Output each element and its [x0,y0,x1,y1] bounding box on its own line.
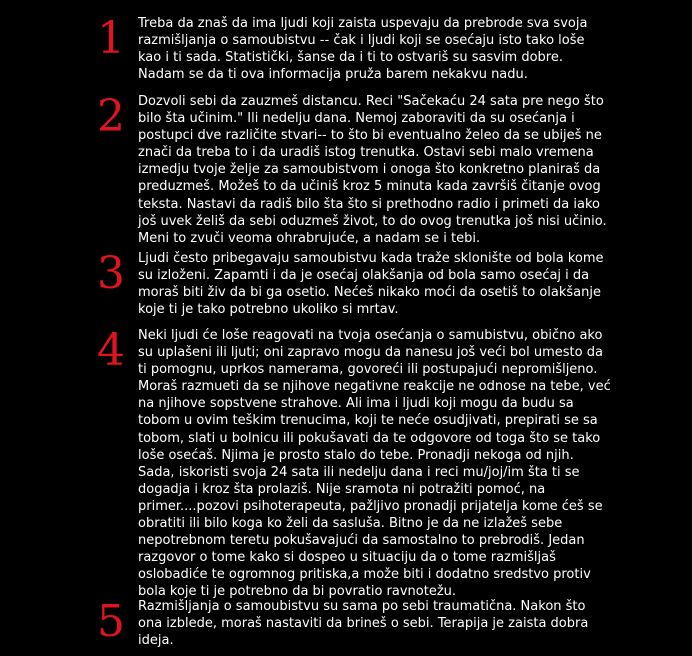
item-text: Razmišljanja o samoubistvu su sama po sebi traumatična. Nakon što ona izblede, moraš nastaviti da brineš o sebi. Terapija je zaista dobra ideja. [138,599,589,649]
item-text: Dozvoli sebi da zauzmeš distancu. Reci "Sačekaću 24 sata pre nego što bilo šta učinim." Ili nedelju dana. Nemoj zaboraviti da su osećanja i postupci dve različite stvari-- to što bi eventualno želeo da se ubiješ ne znači da treba to i da uradiš istog trenutka. Ostavi sebi malo vremena izmedju tvoje želje za samoubistvom i onoga što konkretno planiraš da preduzmeš. Možeš to da učiniš kroz 5 minuta kada završiš čitanje ovog teksta. Nastavi da radiš bilo šta što si prethodno radio i primeti da iako još uvek želiš da sebi oduzmeš život, to do ovog trenutka još nisi učinio. Meni to zvuči veoma ohrabrujuće, a nadam se i tebi. [138,94,607,246]
item-text: Neki ljudi će loše reagovati na tvoja osećanja o samubistvu, obično ako su uplašeni ili ljuti; oni zapravo mogu da nanesu još veći bol umesto da ti pomognu, uprkos namerama, govoreći ili postupajući nepromišljeno. Moraš razmueti da se njihove negativne reakcije ne odnose na tebe, već na njihove sopstvene strahove. Ali ima i ljudi koji mogu da budu sa tobom u ovim teškim trenucima, koji te neće osudjivati, prepirati se sa tobom, slati u bolnicu ili pokušavati da te odgovore od toga što se tako loše osećaš. Njima je prosto stalo do tebe. Pronadji nekoga od njih. Sada, iskoristi svoja 24 sata ili nedelju dana i reci mu/joj/im šta ti se dogadja i kroz šta prolaziš. Nije sramota ni potražiti pomoć, na primer....pozovi psihoterapeuta, pažljivo pronadji prijatelja kome ćeš se obratiti ili bilo koga ko želi da sasluša. Bitno je da ne izlažeš sebe nepotrebnom teretu pokušavajući da samostalno to prebrodiš. Jedan razgovor o tome kako si dospeo u situaciju da o tome razmišljaš oslobadiće te ogromnog pritiska,a može biti i dodatno sredstvo protiv bola koje ti je potrebno da bi povratio ravnotežu. [138,328,611,600]
item-number: 3 [97,248,125,299]
item-text: Ljudi često pribegavaju samoubistvu kada traže sklonište od bola kome su izloženi. Zapamti i da je osećaj olakšanja od bola samo osećaj i da moraš biti živ da bi ga osetio. Nećeš nikako moći da osetiš to olakšanje koje ti je tako potrebno ukoliko si mrtav. [138,251,604,318]
item-number: 4 [97,325,125,376]
item-number: 1 [97,13,125,64]
item-number: 5 [97,596,125,647]
item-number: 2 [97,91,125,142]
item-text: Treba da znaš da ima ljudi koji zaista uspevaju da prebrode sva svoja razmišljanja o samoubistvu -- čak i ljudi koji se osećaju isto tako loše kao i ti sada. Statistički, šanse da i ti to ostvariš su sasvim dobre. Nadam se da ti ova informacija pruža barem nekakvu nadu. [138,16,588,83]
